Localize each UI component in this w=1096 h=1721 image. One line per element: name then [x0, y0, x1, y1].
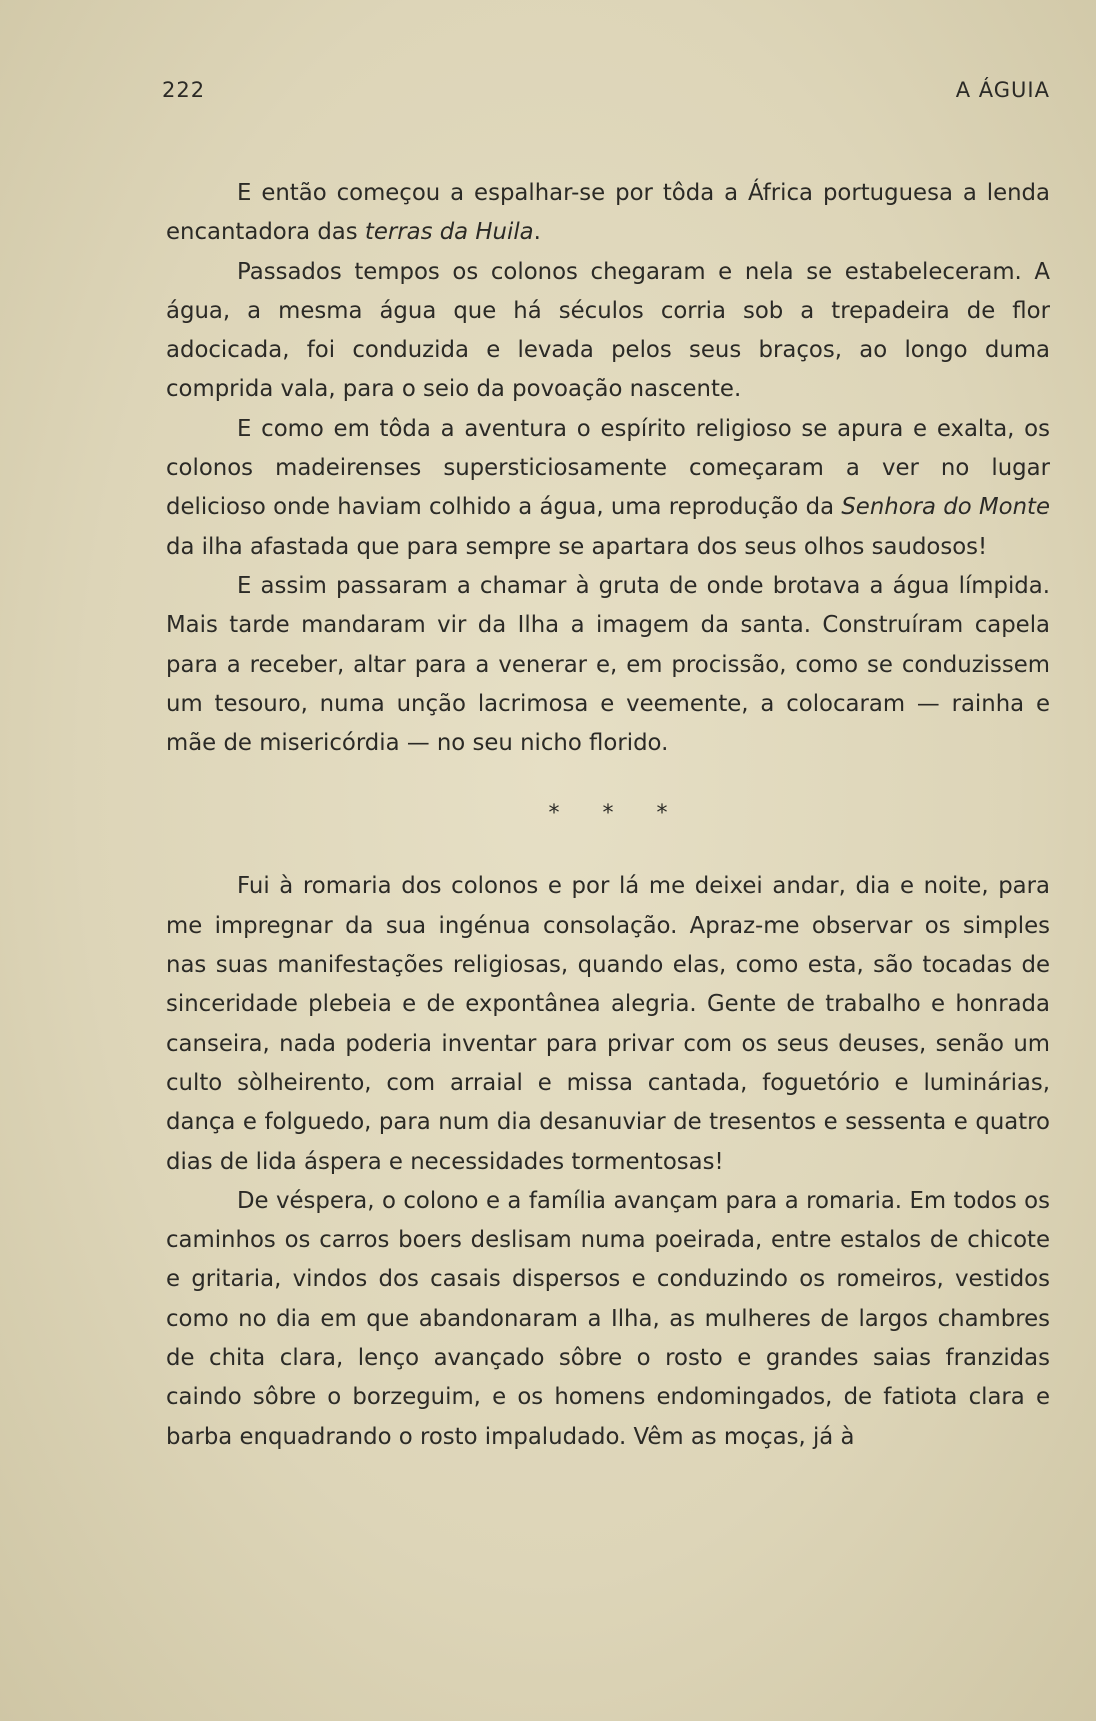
page-header [162, 78, 1050, 108]
paragraph-1-italic: terras da Huila [364, 219, 534, 246]
paragraph-3-text-a: E como em tôda a aventura o espírito religioso se apura e exalta, os colonos madeirenses supersticiosamente começaram a ver no lugar delicioso onde haviam colhido a água, uma reprodução da [166, 415, 1050, 521]
paragraph-1 [166, 174, 1050, 253]
paragraph-3 [166, 410, 1050, 567]
page-number: 222 [162, 78, 206, 102]
paragraph-1-text-b: . [533, 219, 541, 246]
paragraph-6: De véspera, o colono e a família avançam para a romaria. Em todos os caminhos os carros boers deslisam numa poeirada, entre estalos de chicote e gritaria, vindos dos casais dispersos e conduzindo os romeiros, vestidos como no dia em que abandonaram a Ilha, as mulheres de largos chambres de chita clara, lenço avançado sôbre o rosto e grandes saias franzidas caindo sôbre o borzeguim, e os homens endomingados, de fatiota clara e barba enquadrando o rosto impaludado. Vêm as moças, já à [166, 1187, 1050, 1450]
paragraph-1-text-a: E então começou a espalhar-se por tôda a África portuguesa a lenda encantadora das [166, 180, 1050, 246]
paragraph-5: Fui à romaria dos colonos e por lá me deixei andar, dia e noite, para me impregnar da sua ingénua consolação. Apraz-me observar os simples nas suas manifestações religiosas, quando elas, como esta, são tocadas de sinceridade plebeia e de expontânea alegria. Gente de trabalho e honrada canseira, nada poderia inventar para privar com os seus deuses, senão um culto sòlheirento, com arraial e missa cantada, foguetório e luminárias, dança e folguedo, para num dia desanuviar de tresentos e sessenta e quatro dias de lida áspera e necessidades tormentosas! [166, 873, 1050, 1175]
paragraph-4: E assim passaram a chamar à gruta de onde brotava a água límpida. Mais tarde mandaram vir da Ilha a imagem da santa. Construíram capela para a receber, altar para a venerar e, em procissão, como se conduzissem um tesouro, numa unção lacrimosa e veemente, a colocaram — rainha e mãe de misericórdia — no seu nicho florido. [166, 572, 1050, 757]
paragraph-2: Passados tempos os colonos chegaram e nela se estabeleceram. A água, a mesma água que há séculos corria sob a trepadeira de flor adocicada, foi conduzida e levada pelos seus braços, ao longo duma comprida vala, para o seio da povoação nascente. [166, 258, 1050, 403]
section-separator: * * * [548, 801, 686, 827]
running-title: A ÁGUIA [955, 78, 1050, 102]
body-text [166, 174, 1050, 1457]
paragraph-3-text-b: da ilha afastada que para sempre se apartara dos seus olhos saudosos! [166, 533, 988, 560]
paragraph-3-italic: Senhora do Monte [841, 494, 1051, 521]
